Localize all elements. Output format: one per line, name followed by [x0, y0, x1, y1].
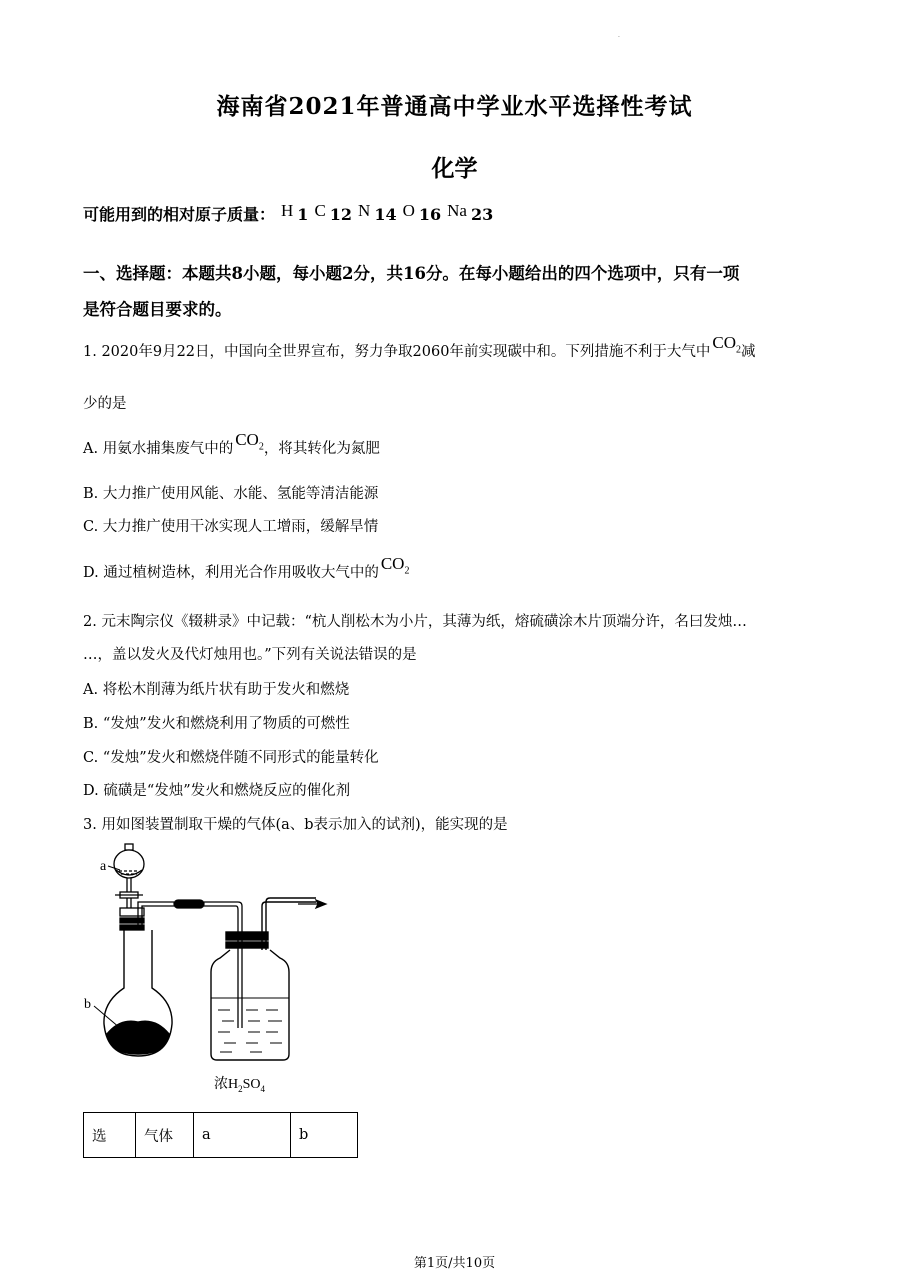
- co2-formula: $CO_2$: [712, 333, 742, 356]
- table-header-cell: 选: [84, 1113, 136, 1158]
- table-header-cell: 气体: [136, 1113, 194, 1158]
- element-mass: 12: [329, 205, 353, 224]
- element-mass: 16: [418, 205, 442, 224]
- apparatus-diagram: [80, 838, 340, 1098]
- element-symbol: H: [281, 201, 294, 220]
- q1-option-b: B. 大力推广使用风能、水能、氢能等清洁能源: [83, 486, 379, 502]
- flask-stopper: [120, 908, 144, 930]
- round-bottom-flask: [104, 930, 172, 1056]
- q1-stem-text: 1. 2020年9月22日，中国向全世界宣布，努力争取2060年前实现碳中和。下列措施不利于大气中: [83, 344, 711, 360]
- q1-stem: [83, 333, 756, 363]
- table-header-cell: b: [291, 1113, 358, 1158]
- q2-option-d: D. 硫磺是“发烛”发火和燃烧反应的催化剂: [83, 783, 351, 799]
- q2-stem-line1: 2. 元末陶宗仪《辍耕录》中记载：“杭人削松木为小片，其薄为纸，熔硫磺涂木片顶端分许，名曰发烛…: [83, 614, 747, 630]
- separatory-funnel: [114, 844, 144, 916]
- q2-option-c: C. “发烛”发火和燃烧伴随不同形式的能量转化: [83, 750, 379, 766]
- exam-title: 海南省2021年普通高中学业水平选择性考试: [216, 93, 693, 120]
- element-mass: 14: [374, 205, 397, 224]
- atomic-masses-label: 可能用到的相对原子质量：: [83, 205, 276, 224]
- q3-stem: 3. 用如图装置制取干燥的气体(a、b表示加入的试剂)，能实现的是: [83, 817, 508, 833]
- label-a: a: [100, 859, 107, 874]
- element-symbol: O: [402, 201, 415, 220]
- q1-option-a: A. 用氨水捕集废气中的 $CO_2$，将其转化为氮肥: [83, 430, 380, 457]
- q1-option-c: C. 大力推广使用干冰实现人工增雨，缓解旱情: [83, 519, 379, 535]
- q1-option-d: D. 通过植树造林，利用光合作用吸收大气中的 $CO_2$: [83, 554, 410, 581]
- atomic-masses: [83, 202, 493, 225]
- answer-table: [83, 1112, 358, 1158]
- element-symbol: C: [314, 201, 326, 220]
- section-heading-line2: 是符合题目要求的。: [83, 300, 232, 319]
- q2-option-b: B. “发烛”发火和燃烧利用了物质的可燃性: [83, 716, 350, 732]
- element-mass: 1: [297, 205, 309, 224]
- table-header-cell: a: [194, 1113, 291, 1158]
- wash-bottle: [211, 898, 316, 1060]
- element-symbol: N: [358, 201, 371, 220]
- q1-stem-line2: 少的是: [83, 396, 127, 412]
- element-symbol: Na: [447, 201, 467, 220]
- element-mass: 23: [470, 205, 494, 224]
- q1-stem-tail: 减: [741, 344, 756, 360]
- caption-conc-h2so4: 浓$H_2SO_4$: [214, 1077, 266, 1094]
- subject-title: 化学: [431, 155, 478, 182]
- section-heading-line1: 一、选择题：本题共8小题，每小题2分，共16分。在每小题给出的四个选项中，只有一项: [83, 264, 740, 283]
- q2-stem-line2: …，盖以发火及代灯烛用也。”下列有关说法错误的是: [83, 647, 417, 663]
- q2-option-a: A. 将松木削薄为纸片状有助于发火和燃烧: [83, 682, 350, 698]
- acid-liquid: [211, 998, 289, 1052]
- co2-formula: $CO_2$: [235, 430, 264, 453]
- table-header-row: [84, 1113, 358, 1158]
- label-b: b: [84, 997, 91, 1012]
- page-footer: 第1页/共10页: [413, 1256, 496, 1271]
- delivery-tube: [138, 900, 242, 1028]
- arrow-icon: [298, 900, 326, 908]
- co2-formula: $CO_2$: [380, 554, 410, 577]
- header-mark: ·: [618, 34, 620, 41]
